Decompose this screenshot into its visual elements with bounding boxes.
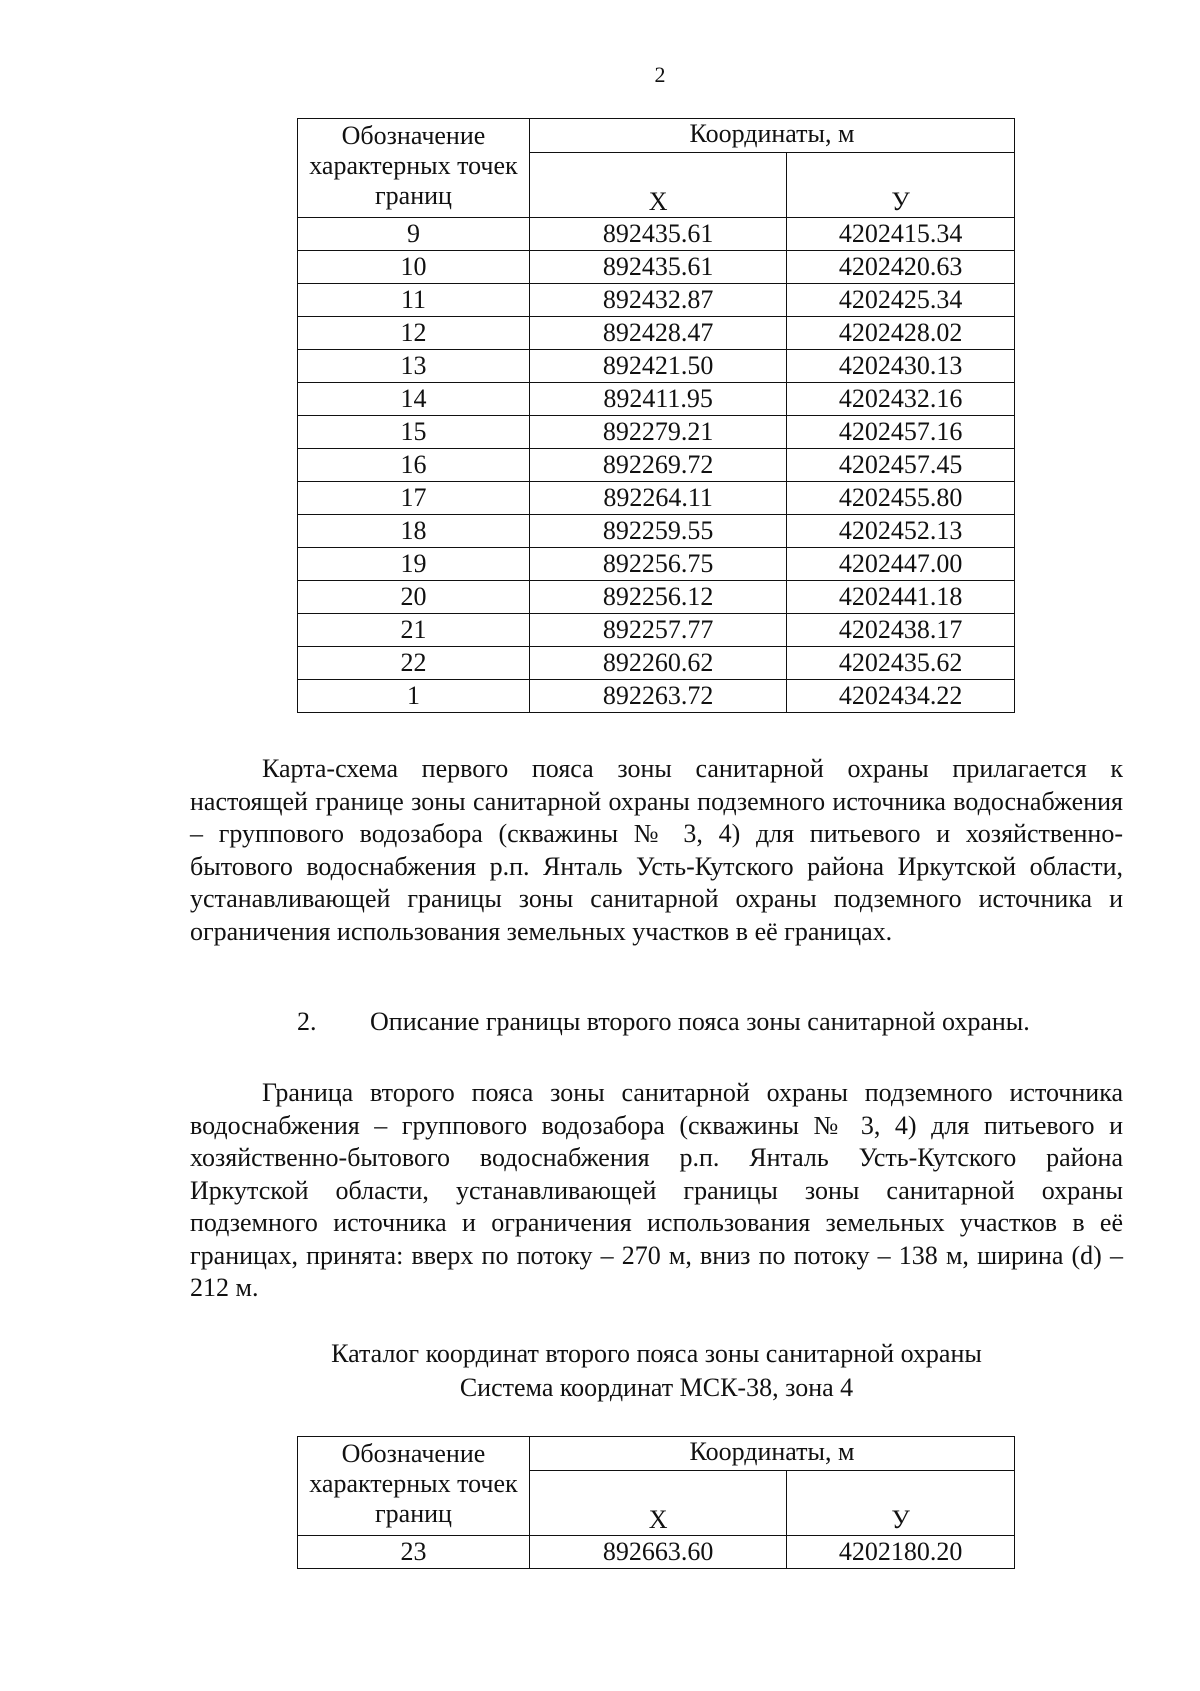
table-row (298, 581, 1015, 614)
x-coordinate-cell: 892256.75 (529, 548, 786, 581)
x-coordinate-cell: 892263.72 (529, 680, 786, 713)
point-cell: 9 (298, 218, 530, 251)
y-coordinate-cell: 4202438.17 (787, 614, 1015, 647)
x-coordinate-cell: 892435.61 (529, 218, 786, 251)
y-coordinate-cell: 4202420.63 (787, 251, 1015, 284)
header-y: У (787, 1471, 1015, 1536)
x-coordinate-cell: 892432.87 (529, 284, 786, 317)
section-title: Описание границы второго пояса зоны санитарной охраны. (370, 1007, 1030, 1036)
y-coordinate-cell: 4202430.13 (787, 350, 1015, 383)
x-coordinate-cell: 892259.55 (529, 515, 786, 548)
coordinates-table-second-belt (297, 1436, 1015, 1569)
section-number: 2. (297, 1007, 317, 1036)
table-row (298, 680, 1015, 713)
point-cell: 12 (298, 317, 530, 350)
y-coordinate-cell: 4202415.34 (787, 218, 1015, 251)
table-row (298, 284, 1015, 317)
coordinates-table-first-belt (297, 118, 1015, 713)
x-coordinate-cell: 892411.95 (529, 383, 786, 416)
point-cell: 10 (298, 251, 530, 284)
point-cell: 20 (298, 581, 530, 614)
point-cell: 19 (298, 548, 530, 581)
x-coordinate-cell: 892260.62 (529, 647, 786, 680)
y-coordinate-cell: 4202455.80 (787, 482, 1015, 515)
x-coordinate-cell: 892428.47 (529, 317, 786, 350)
point-cell: 15 (298, 416, 530, 449)
x-coordinate-cell: 892256.12 (529, 581, 786, 614)
table-row (298, 482, 1015, 515)
section-heading-2 (297, 1007, 1030, 1037)
y-coordinate-cell: 4202435.62 (787, 647, 1015, 680)
x-coordinate-cell: 892421.50 (529, 350, 786, 383)
x-coordinate-cell: 892257.77 (529, 614, 786, 647)
point-cell: 21 (298, 614, 530, 647)
x-coordinate-cell: 892264.11 (529, 482, 786, 515)
table-row (298, 251, 1015, 284)
y-coordinate-cell: 4202434.22 (787, 680, 1015, 713)
x-coordinate-cell: 892279.21 (529, 416, 786, 449)
table-row (298, 383, 1015, 416)
table-row (298, 614, 1015, 647)
header-x: X (529, 1471, 786, 1536)
table-row (298, 1536, 1015, 1569)
page-number: 2 (654, 62, 666, 87)
table-row (298, 317, 1015, 350)
point-cell: 16 (298, 449, 530, 482)
paragraph-second-belt: Граница второго пояса зоны санитарной охраны подземного источника водоснабжения – группового водозабора (скважины № 3, 4) для питьевого и хозяйственно-бытового водоснабжения р.п. Янталь Усть-Кутского района Иркутской области, устанавливающей границы зоны санитарной охраны подземного источника и ограничения использования земельных участков в её границах, принята: вверх по потоку – 270 м, вниз по потоку – 138 м, ширина (d) – 212 м. (190, 1078, 1123, 1302)
header-coordinates: Координаты, м (529, 1437, 1014, 1471)
point-cell: 13 (298, 350, 530, 383)
x-coordinate-cell: 892269.72 (529, 449, 786, 482)
point-cell: 23 (298, 1536, 530, 1569)
y-coordinate-cell: 4202432.16 (787, 383, 1015, 416)
table-row (298, 647, 1015, 680)
table-row (298, 416, 1015, 449)
y-coordinate-cell: 4202457.16 (787, 416, 1015, 449)
point-cell: 22 (298, 647, 530, 680)
catalog-caption-title: Каталог координат второго пояса зоны санитарной охраны (331, 1339, 982, 1368)
paragraph-map-scheme: Карта-схема первого пояса зоны санитарной охраны прилагается к настоящей границе зоны санитарной охраны подземного источника водоснабжения – группового водозабора (скважины № 3, 4) для питьевого и хозяйственно-бытового водоснабжения р.п. Янталь Усть-Кутского района Иркутской области, устанавливающей границы зоны санитарной охраны подземного источника и ограничения использования земельных участков в её границах. (190, 754, 1123, 946)
y-coordinate-cell: 4202452.13 (787, 515, 1015, 548)
table-row (298, 515, 1015, 548)
table-row (298, 548, 1015, 581)
y-coordinate-cell: 4202447.00 (787, 548, 1015, 581)
header-designation: Обозначение характерных точек границ (298, 1437, 530, 1536)
table-row (298, 449, 1015, 482)
y-coordinate-cell: 4202457.45 (787, 449, 1015, 482)
catalog-caption-system: Система координат МСК-38, зона 4 (459, 1373, 854, 1402)
point-cell: 17 (298, 482, 530, 515)
point-cell: 1 (298, 680, 530, 713)
y-coordinate-cell: 4202180.20 (787, 1536, 1015, 1569)
table-row (298, 350, 1015, 383)
header-designation: Обозначение характерных точек границ (298, 119, 530, 218)
x-coordinate-cell: 892435.61 (529, 251, 786, 284)
point-cell: 18 (298, 515, 530, 548)
header-x: X (529, 153, 786, 218)
point-cell: 14 (298, 383, 530, 416)
x-coordinate-cell: 892663.60 (529, 1536, 786, 1569)
y-coordinate-cell: 4202428.02 (787, 317, 1015, 350)
y-coordinate-cell: 4202425.34 (787, 284, 1015, 317)
point-cell: 11 (298, 284, 530, 317)
header-coordinates: Координаты, м (529, 119, 1014, 153)
header-y: У (787, 153, 1015, 218)
table-row (298, 218, 1015, 251)
y-coordinate-cell: 4202441.18 (787, 581, 1015, 614)
